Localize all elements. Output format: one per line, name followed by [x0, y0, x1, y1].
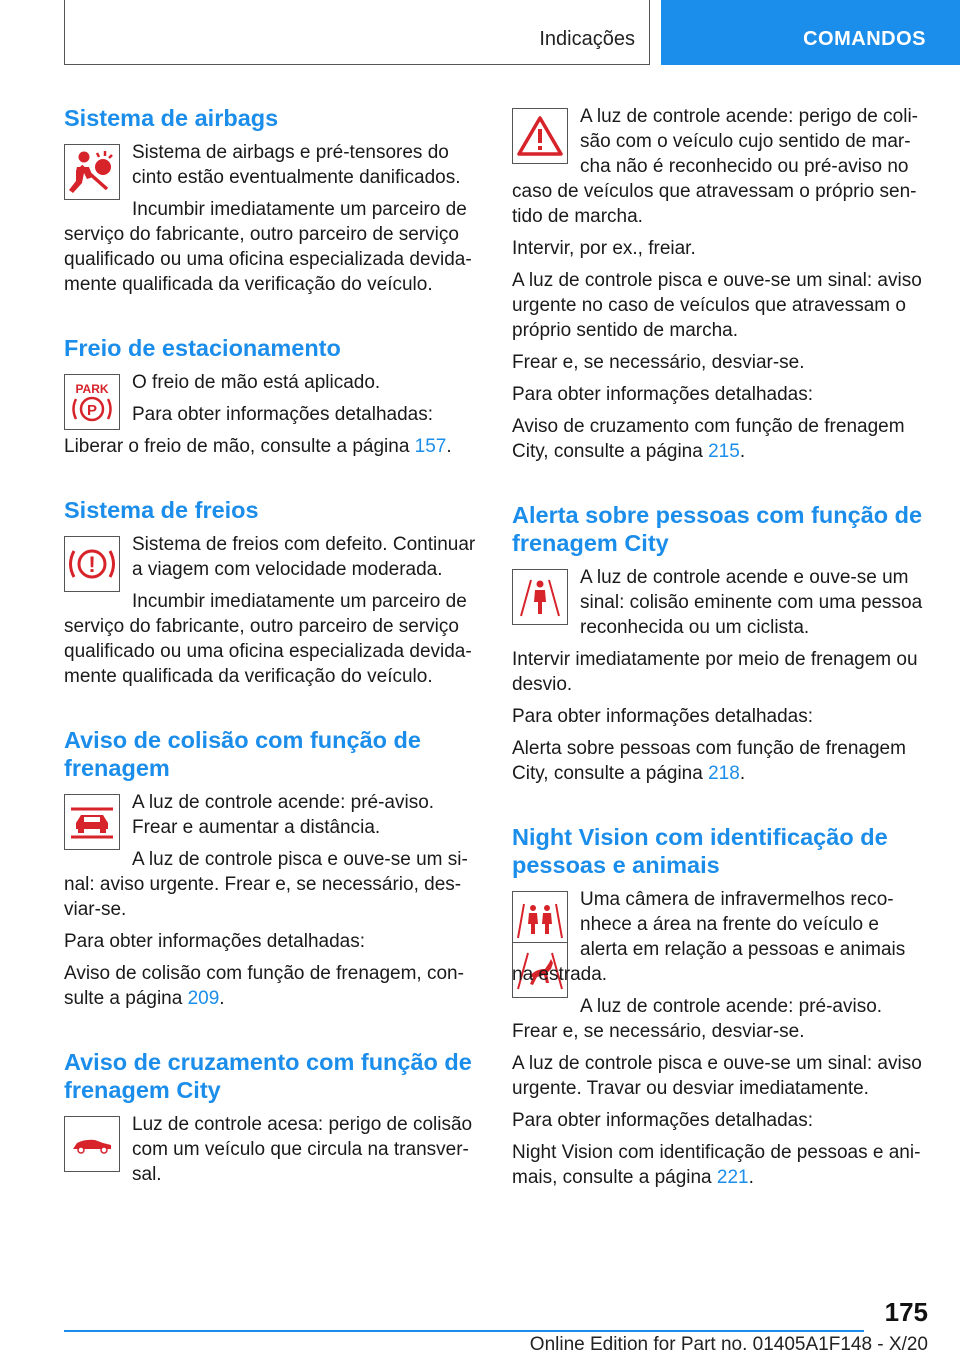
chapter-label: COMANDOS: [803, 28, 926, 50]
section-title: Aviso de cruzamento com função de frenagem City: [64, 1049, 472, 1103]
section-title: Aviso de colisão com função de frenagem: [64, 727, 421, 781]
section-parking-brake: [64, 334, 478, 466]
paragraph: Intervir, por ex., freiar.: [512, 238, 696, 259]
paragraph: A luz de controle pisca e ouve-se um sinal: aviso urgente. Frear e, se necessário, desviar-se.: [64, 849, 468, 920]
crossing-traffic-car-icon: [64, 1116, 120, 1172]
paragraph: Para obter informações detalhadas:: [132, 404, 434, 425]
paragraph: Aviso de cruzamento com função de frenagem City, consulte a página 215.: [512, 416, 905, 462]
paragraph: A luz de controle pisca e ouve-se um sinal: aviso urgente no caso de veículos que atravessam o próprio sentido de marcha.: [512, 270, 922, 341]
paragraph: Liberar o freio de mão, consulte a página 157.: [64, 436, 452, 457]
section-title: Alerta sobre pessoas com função de frenagem City: [512, 502, 923, 556]
paragraph: Uma câmera de infravermelhos reconhece a área na frente do veículo e alerta em relação a pessoas e animais na estrada.: [512, 889, 906, 985]
footer-edition: Online Edition for Part no. 01405A1F148 - X/20: [529, 1334, 928, 1355]
paragraph: Incumbir imediatamente um parceiro de serviço do fabricante, outro parceiro de serviço qualificado ou uma oficina especializada devidamente qualificada da verificação do veículo.: [64, 591, 472, 687]
section-brake-system: [64, 496, 478, 696]
paragraph: Para obter informações detalhadas:: [64, 931, 366, 952]
left-column: [64, 100, 478, 1224]
night-vision-persons-icon: [512, 891, 568, 947]
paragraph: A luz de controle acende e ouve-se um sinal: colisão eminente com uma pessoa reconhecida ou um ciclista.: [580, 567, 923, 638]
page-link-218[interactable]: 218: [708, 763, 740, 784]
header-chapter-tab: [661, 0, 960, 65]
section-collision-warning: [64, 726, 478, 1018]
footer-rule: [64, 1330, 864, 1332]
parking-brake-icon: [64, 374, 120, 430]
collision-warning-car-icon: [64, 794, 120, 850]
section-title: Sistema de airbags: [64, 105, 279, 131]
park-icon-text: PARK: [75, 382, 109, 396]
paragraph: A luz de controle acende: pré-aviso. Frear e, se necessário, desviar-se.: [512, 996, 883, 1042]
paragraph: Alerta sobre pessoas com função de frenagem City, consulte a página 218.: [512, 738, 906, 784]
paragraph: Sistema de freios com defeito. Continuar a viagem com velocidade moderada.: [132, 534, 476, 580]
paragraph: Para obter informações detalhadas:: [512, 1110, 814, 1131]
section-crossing-continued: [512, 104, 928, 471]
section-crossing-warning: [64, 1048, 478, 1194]
section-pedestrian-warning: [512, 501, 928, 793]
paragraph: A luz de controle acende: perigo de colisão com o veículo cujo sentido de marcha não é reconhecido ou pré-aviso no caso de veículos que atravessam o próprio sentido de marcha.: [512, 106, 918, 227]
page-number: 175: [884, 1297, 928, 1327]
paragraph: Intervir imediatamente por meio de frenagem ou desvio.: [512, 649, 918, 695]
paragraph: Frear e, se necessário, desviar-se.: [512, 352, 805, 373]
paragraph: Night Vision com identificação de pessoas e animais, consulte a página 221.: [512, 1142, 921, 1188]
brake-icon-mark: !: [88, 552, 96, 577]
page-link-215[interactable]: 215: [708, 441, 740, 462]
pedestrian-warning-icon: [512, 569, 568, 625]
paragraph: Para obter informações detalhadas:: [512, 384, 814, 405]
page-link-209[interactable]: 209: [187, 988, 220, 1009]
paragraph: Incumbir imediatamente um parceiro de serviço do fabricante, outro parceiro de serviço qualificado ou uma oficina especializada devidamente qualificada da verificação do veículo.: [64, 199, 472, 295]
right-column: [512, 104, 928, 1227]
page-link-221[interactable]: 221: [716, 1167, 749, 1188]
warning-triangle-icon: [512, 108, 568, 164]
section-title: Night Vision com identificação de pessoas e animais: [512, 824, 888, 878]
park-icon-letter: P: [86, 402, 98, 419]
paragraph: Aviso de colisão com função de frenagem, consulte a página 209.: [64, 963, 464, 1009]
paragraph: A luz de controle pisca e ouve-se um sinal: aviso urgente. Travar ou desviar imediatamente.: [512, 1053, 922, 1099]
paragraph: O freio de mão está aplicado.: [132, 372, 381, 393]
paragraph: Sistema de airbags e pré-tensores do cinto estão eventualmente danificados.: [132, 142, 461, 188]
section-title: Sistema de freios: [64, 497, 259, 523]
section-label: Indicações: [539, 28, 635, 50]
brake-system-icon: [64, 536, 120, 592]
paragraph: Luz de controle acesa: perigo de colisão com um veículo que circula na transversal.: [132, 1114, 473, 1185]
section-title: Freio de estacionamento: [64, 335, 341, 361]
section-night-vision: [512, 823, 928, 1197]
airbag-warning-icon: [64, 144, 120, 200]
header-section-tab: [64, 0, 650, 65]
paragraph: A luz de controle acende: pré-aviso. Frear e aumentar a distância.: [132, 792, 435, 838]
page-link-157[interactable]: 157: [414, 436, 447, 457]
section-airbag: [64, 104, 478, 304]
paragraph: Para obter informações detalhadas:: [512, 706, 814, 727]
